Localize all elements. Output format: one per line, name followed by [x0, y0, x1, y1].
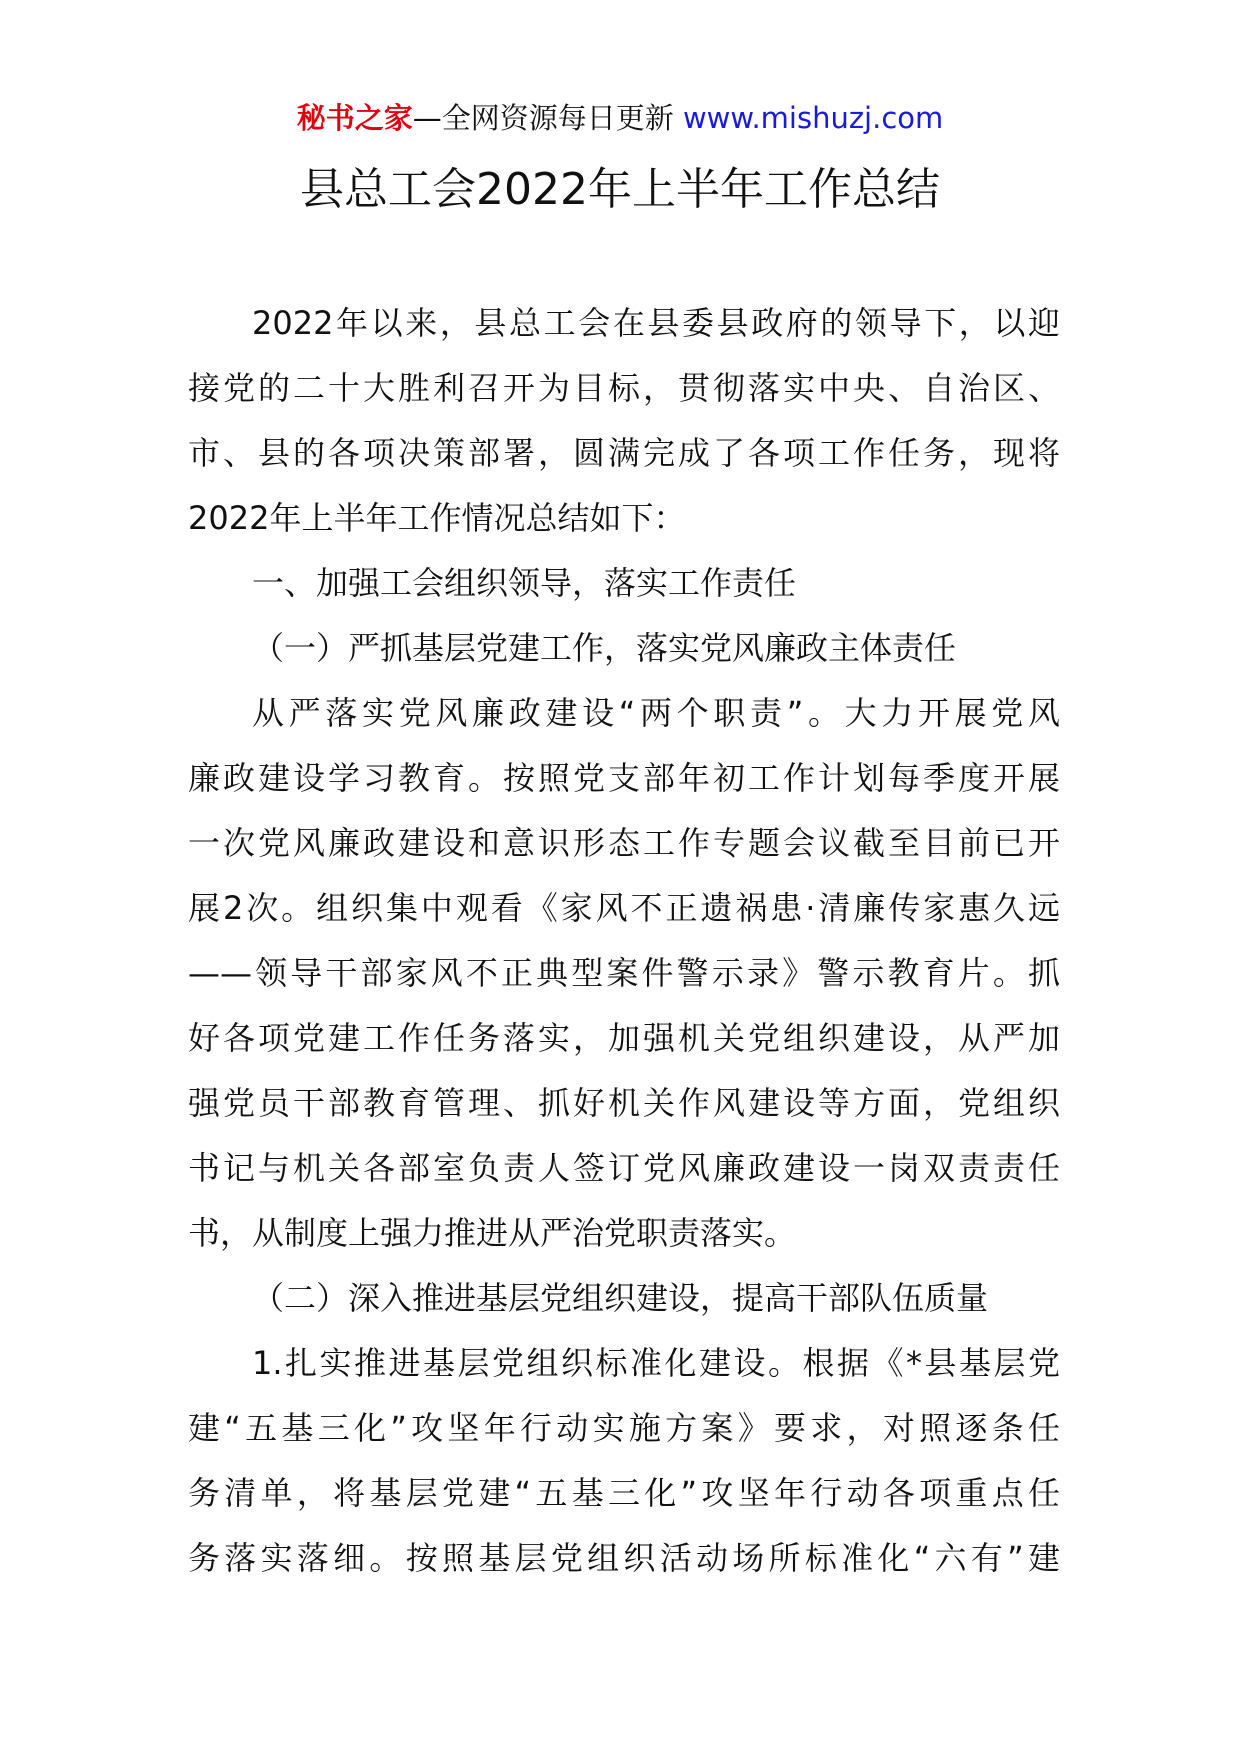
subsection-heading: （一）严抓基层党建工作，落实党风廉政主体责任 — [252, 629, 957, 667]
paragraph-line: 务清单，将基层党建“五基三化”攻坚年行动各项重点任 — [188, 1474, 1060, 1512]
paragraph-line: 1.扎实推进基层党组织标准化建设。根据《*县基层党 — [252, 1344, 1060, 1382]
brand-name: 秘书之家 — [296, 101, 413, 135]
paragraph-line: 务落实落细。按照基层党组织活动场所标准化“六有”建 — [188, 1539, 1060, 1577]
paragraph-line: 2022年以来，县总工会在县委县政府的领导下，以迎 — [252, 304, 1060, 342]
site-url-link[interactable]: www.mishuzj.com — [682, 101, 944, 135]
paragraph-line: 强党员干部教育管理、抓好机关作风建设等方面，党组织 — [188, 1084, 1060, 1122]
site-header — [0, 98, 1240, 138]
header-slogan: —全网资源每日更新 — [412, 101, 674, 135]
paragraph-line: 市、县的各项决策部署，圆满完成了各项工作任务，现将 — [188, 434, 1060, 472]
paragraph-line: 2022年上半年工作情况总结如下： — [188, 499, 686, 537]
paragraph-line: 展2次。组织集中观看《家风不正遗祸患·清廉传家惠久远 — [188, 889, 1060, 927]
paragraph-line: ——领导干部家风不正典型案件警示录》警示教育片。抓 — [188, 954, 1060, 992]
paragraph-line: 好各项党建工作任务落实，加强机关党组织建设，从严加 — [188, 1019, 1060, 1057]
paragraph-line: 从严落实党风廉政建设“两个职责”。大力开展党风 — [252, 694, 1060, 732]
paragraph-line: 书记与机关各部室负责人签订党风廉政建设一岗双责责任 — [188, 1149, 1060, 1187]
paragraph-line: 建“五基三化”攻坚年行动实施方案》要求，对照逐条任 — [188, 1409, 1060, 1447]
document-title: 县总工会2022年上半年工作总结 — [300, 164, 940, 215]
document-body — [188, 291, 1060, 1591]
paragraph-line: 一次党风廉政建设和意识形态工作专题会议截至目前已开 — [188, 824, 1060, 862]
subsection-heading: （二）深入推进基层党组织建设，提高干部队伍质量 — [252, 1279, 989, 1317]
paragraph-line: 廉政建设学习教育。按照党支部年初工作计划每季度开展 — [188, 759, 1060, 797]
paragraph-line: 接党的二十大胜利召开为目标，贯彻落实中央、自治区、 — [188, 369, 1060, 407]
paragraph-line: 书，从制度上强力推进从严治党职责落实。 — [188, 1214, 797, 1252]
section-heading: 一、加强工会组织领导，落实工作责任 — [252, 564, 797, 602]
